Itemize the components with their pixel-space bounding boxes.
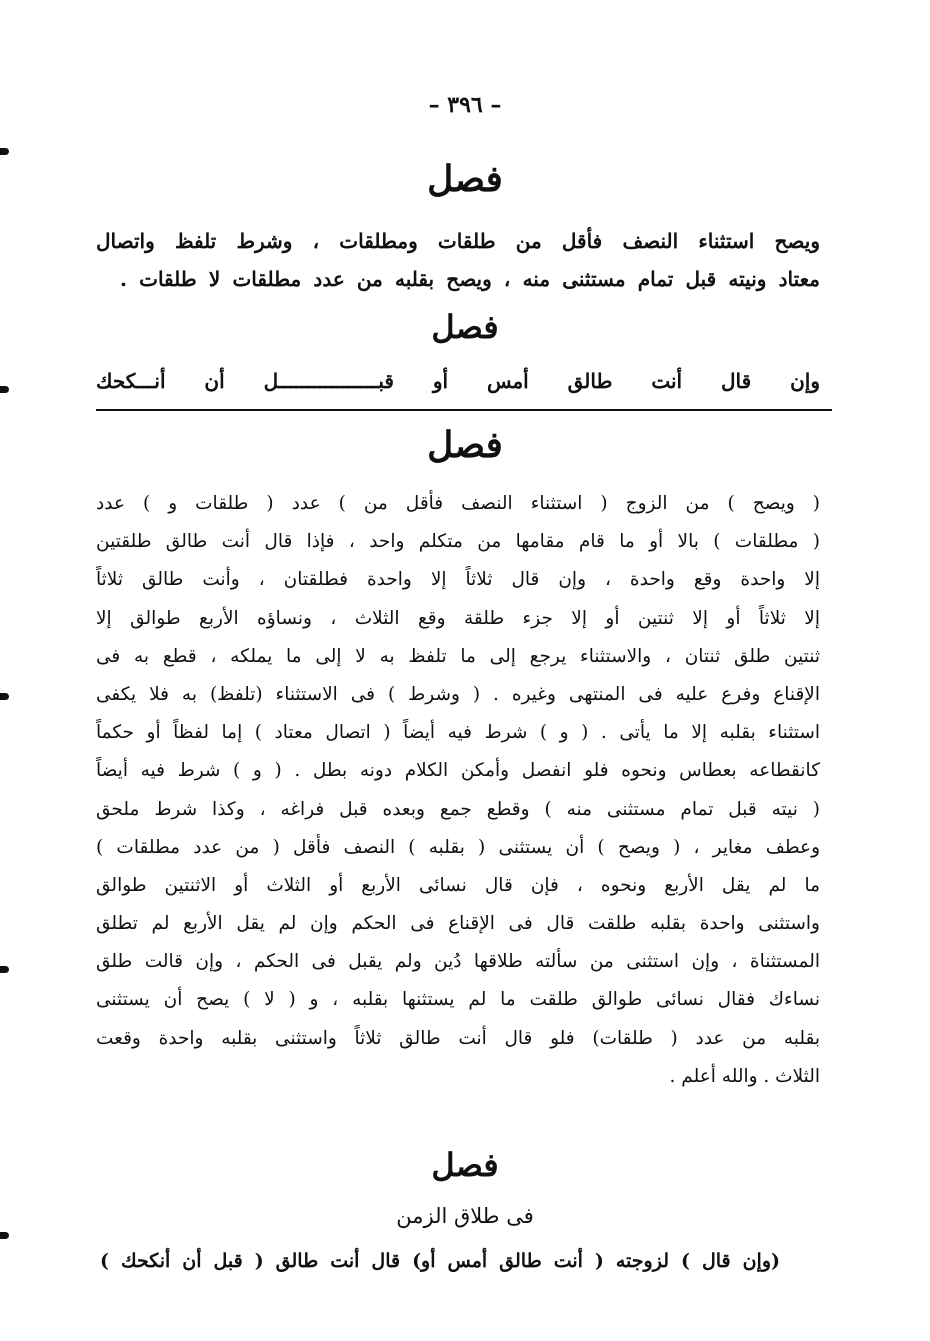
section-heading-sharh: فصل xyxy=(427,424,503,466)
sharh-line: نساءك فقال نسائى طوالق طلقت ما لم يستثنها بقلبه ، و ( لا ) يصح أن يستثنى xyxy=(96,989,820,1011)
sharh-line: ( نيته قبل تمام مستثنى منه ) وقطع جمع وبعده قبل فراغه ، وكذا شرط ملحق xyxy=(96,798,820,820)
section-heading-last: فصل xyxy=(431,1146,499,1184)
sharh-line: كانقطاعه بعطاس ونحوه فلو انفصل وأمكن الكلام دونه بطل . ( و ) شرط فيه أيضاً xyxy=(96,760,820,782)
matn-line: وإن قال أنت طالق أمس أو قبـــــــــــــــــل أن أنـــكحك xyxy=(96,369,820,393)
sharh-line: ( مطلقات ) بالا أو ما قام مقامها من متكلم واحد ، فإذا قال أنت طالق طلقتين xyxy=(96,531,820,553)
sharh-line: الإقناع وفرع عليه فى المنتهى وغيره . ( وشرط ) فى الاستثناء (تلفظ) به فلا يكفى xyxy=(96,683,820,705)
section-heading-matn-1: فصل xyxy=(427,158,503,200)
divider-line xyxy=(96,409,832,411)
sharh-line: الثلاث . والله أعلم . xyxy=(669,1065,820,1087)
matn-section-2 xyxy=(96,362,820,400)
section-subheading: فى طلاق الزمن xyxy=(396,1204,534,1228)
sharh-line: واستثنى واحدة بقلبه طلقت قال فى الإقناع فى الحكم وإن لم يقل الأربع لم تطلق xyxy=(96,913,820,935)
matn-line: معتاد ونيته قبل تمام مستثنى منه ، ويصح بقلبه من عدد مطلقات لا طلقات . xyxy=(120,267,820,291)
sharh-line: بقلبه من عدد ( طلقات) فلو قال أنت طالق ثلاثاً واستثنى بقلبه واحدة وقعت xyxy=(96,1027,820,1049)
margin-mark xyxy=(0,966,9,973)
sharh-line: إلا ثلاثاً أو إلا ثنتين أو إلا جزء طلقة وقع الثلاث ، ونساؤه الأربع طوالق إلا xyxy=(96,607,820,629)
sharh-body xyxy=(96,485,820,1096)
page-number: – ٣٩٦ – xyxy=(428,92,502,118)
margin-mark xyxy=(0,1232,9,1239)
sharh-line: ( ويصح ) من الزوج ( استثناء النصف فأقل من ) عدد ( طلقات و ) عدد xyxy=(96,493,820,514)
sharh-line: إلا واحدة وقع واحدة ، وإن قال ثلاثاً إلا واحدة فطلقتان ، وأنت طالق ثلاثاً xyxy=(96,569,820,591)
matn-section-1 xyxy=(96,222,820,298)
margin-mark xyxy=(0,693,9,700)
sharh-line: ما لم يقل الأربع ونحوه ، فإن قال نسائى الأربع أو الثلاث أو الاثنتين طوالق xyxy=(96,874,820,896)
sharh-line: المستثناة ، وإن استثنى من سألته طلاقها دُين ولم يقبل فى الحكم ، وإن قالت طلق xyxy=(96,951,820,973)
sharh-line: استثناء بقلبه إلا ما يأتى . ( و ) شرط فيه أيضاً ( اتصال معتاد ) إما لفظاً أو حكماً xyxy=(96,722,820,744)
margin-mark xyxy=(0,386,9,393)
sharh-line: ثنتين طلق ثنتان ، والاستثناء يرجع إلى ما تلفظ به لا إلى ما يملكه ، قطع به فى xyxy=(96,645,820,667)
sharh-line-last: (وإن قال ) لزوجته ( أنت طالق أمس أو) قال أنت طالق ( قبل أن أنكحك ) xyxy=(100,1250,780,1272)
sharh-line: وعطف مغاير ، ( ويصح ) أن يستثنى ( بقلبه ) النصف فأقل ( من عدد مطلقات ) xyxy=(96,836,820,858)
margin-mark xyxy=(0,148,9,155)
section-heading-matn-2: فصل xyxy=(431,308,499,346)
matn-line: ويصح استثناء النصف فأقل من طلقات ومطلقات ، وشرط تلفظ واتصال xyxy=(96,229,820,253)
